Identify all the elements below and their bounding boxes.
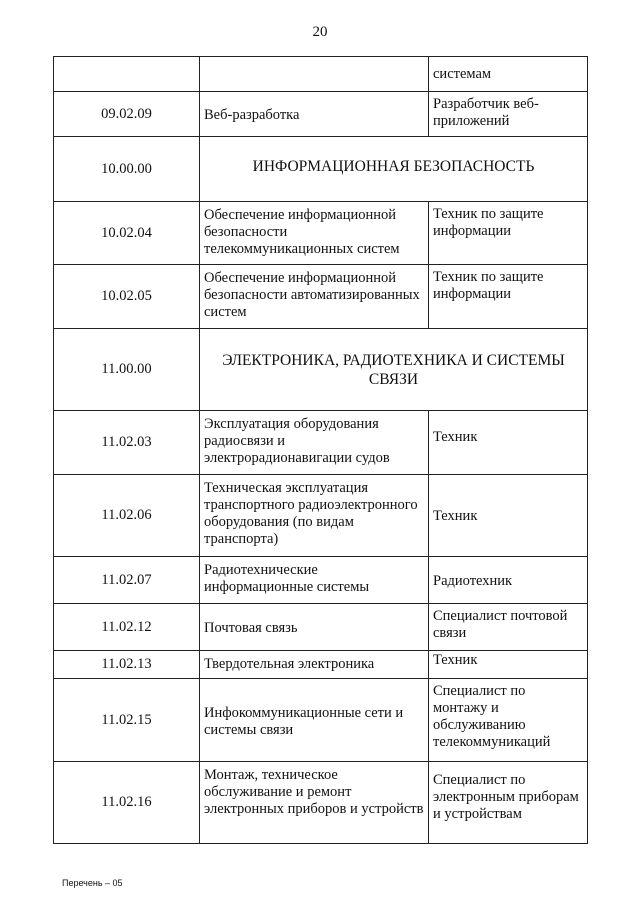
- qualification: Техник: [429, 411, 588, 475]
- table-row: [54, 604, 588, 651]
- specialties-table: [53, 56, 588, 844]
- table-row: [54, 679, 588, 762]
- table-row: [54, 329, 588, 411]
- qualification: системам: [429, 57, 588, 92]
- specialty-code: 11.02.16: [54, 762, 200, 844]
- group-code: 10.00.00: [54, 137, 200, 202]
- specialty-code: [54, 57, 200, 92]
- table-row: [54, 762, 588, 844]
- specialty-code: 11.02.07: [54, 557, 200, 604]
- group-code: 11.00.00: [54, 329, 200, 411]
- table-row: [54, 57, 588, 92]
- specialty-code: 11.02.06: [54, 475, 200, 557]
- specialty-code: 11.02.15: [54, 679, 200, 762]
- specialty-code: 11.02.03: [54, 411, 200, 475]
- qualification: Техник по защите информации: [429, 265, 588, 329]
- specialty-name: Почтовая связь: [200, 604, 429, 651]
- qualification: Разработчик веб-приложений: [429, 92, 588, 137]
- specialty-code: 10.02.05: [54, 265, 200, 329]
- qualification: Техник: [429, 475, 588, 557]
- table-row: [54, 411, 588, 475]
- page-number: 20: [312, 24, 328, 40]
- footer-label: Перечень – 05: [62, 878, 123, 888]
- specialty-name: Обеспечение информационной безопасности телекоммуникационных систем: [200, 202, 429, 265]
- table-row: [54, 265, 588, 329]
- specialty-name: Твердотельная электроника: [200, 651, 429, 679]
- qualification: Техник: [429, 651, 588, 679]
- specialty-name: Техническая эксплуатация транспортного радиоэлектронного оборудования (по видам транспорта): [200, 475, 429, 557]
- qualification: Специалист почтовой связи: [429, 604, 588, 651]
- table-row: [54, 475, 588, 557]
- table-row: [54, 137, 588, 202]
- table-row: [54, 557, 588, 604]
- specialty-code: 10.02.04: [54, 202, 200, 265]
- specialty-code: 09.02.09: [54, 92, 200, 137]
- group-title: ЭЛЕКТРОНИКА, РАДИОТЕХНИКА И СИСТЕМЫ СВЯЗИ: [200, 329, 588, 411]
- group-title: ИНФОРМАЦИОННАЯ БЕЗОПАСНОСТЬ: [200, 137, 588, 202]
- specialty-name: Монтаж, техническое обслуживание и ремонт электронных приборов и устройств: [200, 762, 429, 844]
- specialty-name: Обеспечение информационной безопасности автоматизированных систем: [200, 265, 429, 329]
- specialty-code: 11.02.12: [54, 604, 200, 651]
- table-row: [54, 651, 588, 679]
- qualification: Специалист по монтажу и обслуживанию телекоммуникаций: [429, 679, 588, 762]
- table-row: [54, 92, 588, 137]
- qualification: Радиотехник: [429, 557, 588, 604]
- specialty-code: 11.02.13: [54, 651, 200, 679]
- qualification: Специалист по электронным приборам и устройствам: [429, 762, 588, 844]
- specialty-name: Веб-разработка: [200, 92, 429, 137]
- specialty-name: [200, 57, 429, 92]
- specialty-name: Инфокоммуникационные сети и системы связи: [200, 679, 429, 762]
- specialty-name: Радиотехнические информационные системы: [200, 557, 429, 604]
- table-row: [54, 202, 588, 265]
- qualification: Техник по защите информации: [429, 202, 588, 265]
- specialty-name: Эксплуатация оборудования радиосвязи и электрорадионавигации судов: [200, 411, 429, 475]
